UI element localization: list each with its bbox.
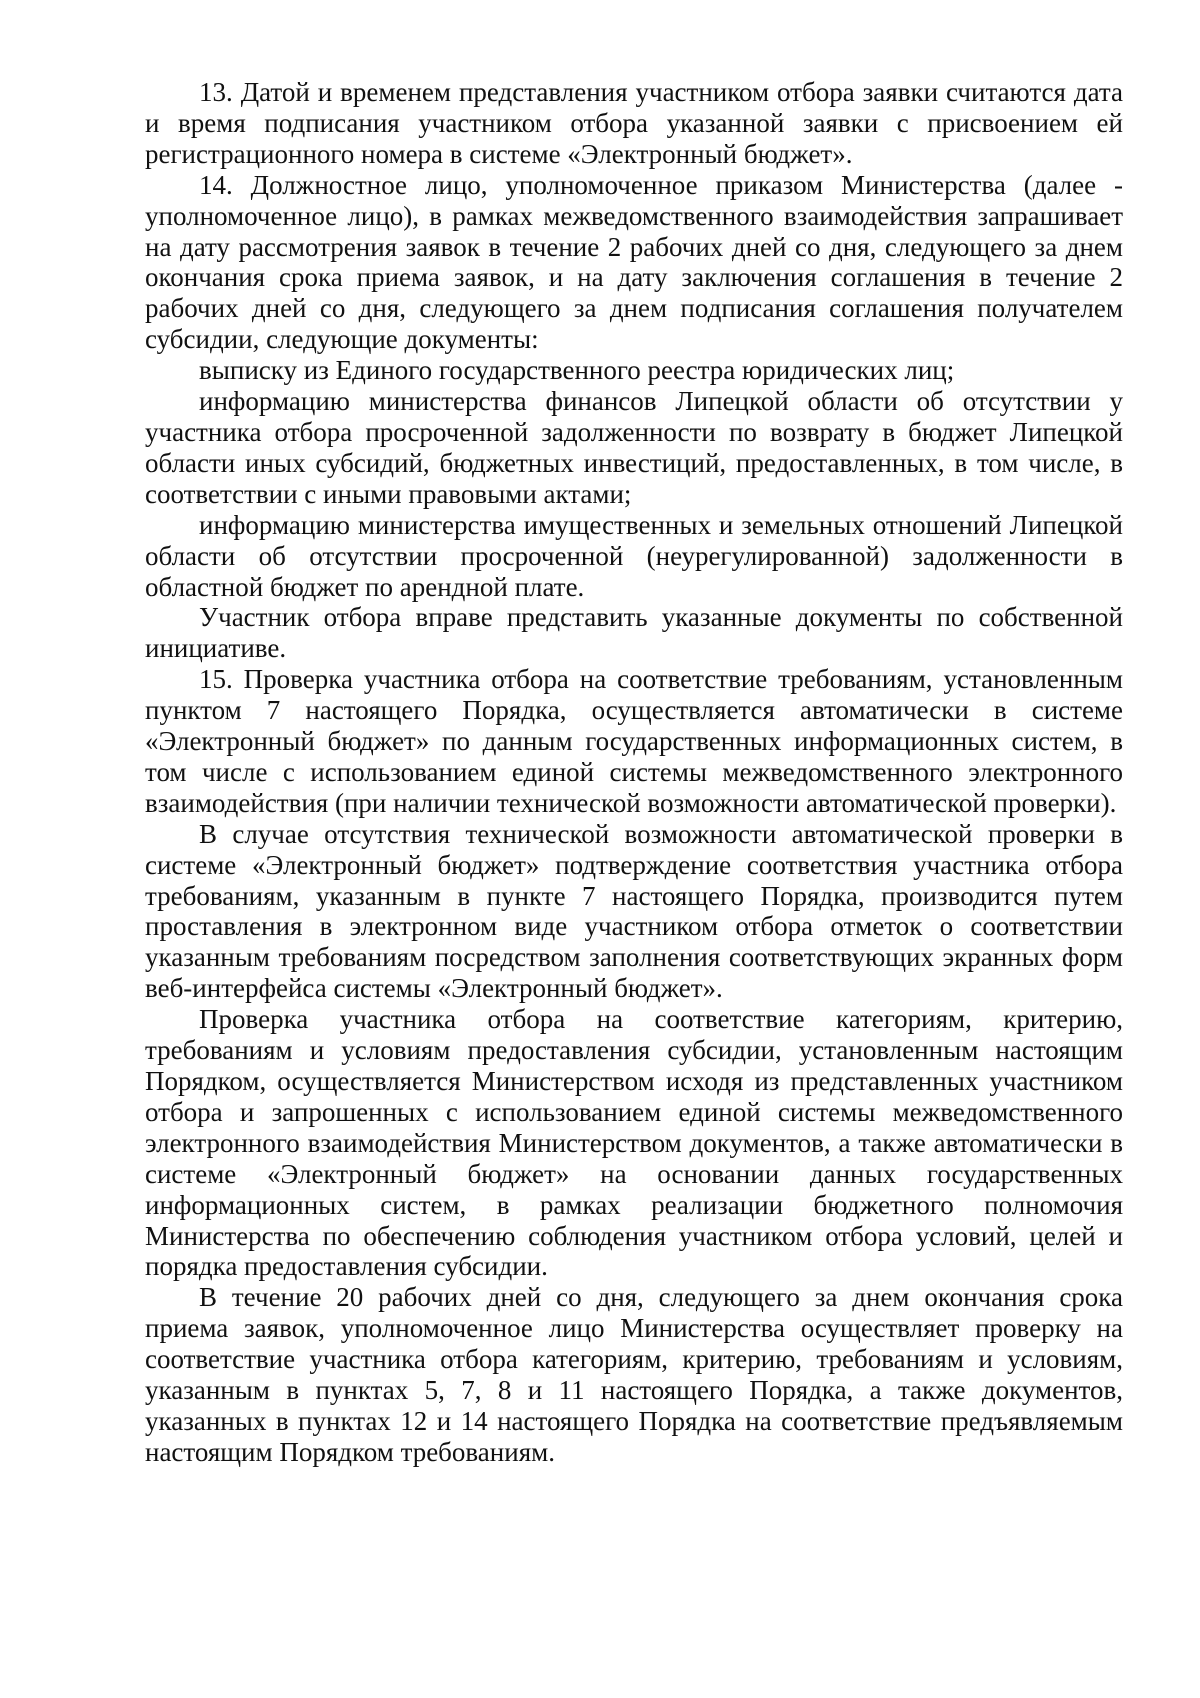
paragraph-15-automatic-check: 15. Проверка участника отбора на соответствие требованиям, установленным пунктом 7 настоящего Порядка, осуществляется автоматически в системе «Электронный бюджет» по данным государственных информационных систем, в том числе с использованием единой системы межведомственного электронного взаимодействия (при наличии технической возможности автоматической проверки). <box>145 664 1123 818</box>
paragraph-ministry-check: Проверка участника отбора на соответствие категориям, критерию, требованиям и условиям предоставления субсидии, установленным настоящим Порядком, осуществляется Министерством исходя из представленных участником отбора и запрошенных с использованием единой системы межведомственного электронного взаимодействия Министерством документов, а также автоматически в системе «Электронный бюджет» на основании данных государственных информационных систем, в рамках реализации бюджетного полномочия Министерства по обеспечению соблюдения участником отбора условий, целей и порядка предоставления субсидии. <box>145 1004 1123 1282</box>
paragraph-13-submission-date: 13. Датой и временем представления участником отбора заявки считаются дата и время подписания участником отбора указанной заявки с присвоением ей регистрационного номера в системе «Электронный бюджет». <box>145 77 1123 169</box>
paragraph-manual-confirmation: В случае отсутствия технической возможности автоматической проверки в системе «Электронный бюджет» подтверждение соответствия участника отбора требованиям, указанным в пункте 7 настоящего Порядка, производится путем проставления в электронном виде участником отбора отметок о соответствии указанным требованиям посредством заполнения соответствующих экранных форм веб-интерфейса системы «Электронный бюджет». <box>145 818 1123 1004</box>
document-body <box>145 77 1123 1468</box>
paragraph-property-ministry-info: информацию министерства имущественных и земельных отношений Липецкой области об отсутствии просроченной (неурегулированной) задолженности в областной бюджет по арендной плате. <box>145 509 1123 602</box>
paragraph-twenty-days-check: В течение 20 рабочих дней со дня, следующего за днем окончания срока приема заявок, уполномоченное лицо Министерства осуществляет проверку на соответствие участника отбора категориям, критерию, требованиям и условиям, указанным в пунктах 5, 7, 8 и 11 настоящего Порядка, а также документов, указанных в пунктах 12 и 14 настоящего Порядка на соответствие предъявляемым настоящим Порядком требованиям. <box>145 1282 1123 1467</box>
paragraph-14-authorized-person: 14. Должностное лицо, уполномоченное приказом Министерства (далее - уполномоченное лицо), в рамках межведомственного взаимодействия запрашивает на дату рассмотрения заявок в течение 2 рабочих дней со дня, следующего за днем окончания срока приема заявок, и на дату заключения соглашения в течение 2 рабочих дней со дня, следующего за днем подписания соглашения получателем субсидии, следующие документы: <box>145 169 1123 355</box>
paragraph-finance-ministry-info: информацию министерства финансов Липецкой области об отсутствии у участника отбора просроченной задолженности по возврату в бюджет Липецкой области иных субсидий, бюджетных инвестиций, предоставленных, в том числе, в соответствии с иными правовыми актами; <box>145 386 1123 509</box>
paragraph-own-initiative: Участник отбора вправе представить указанные документы по собственной инициативе. <box>145 602 1123 664</box>
paragraph-egrul-extract: выписку из Единого государственного реестра юридических лиц; <box>199 355 955 386</box>
